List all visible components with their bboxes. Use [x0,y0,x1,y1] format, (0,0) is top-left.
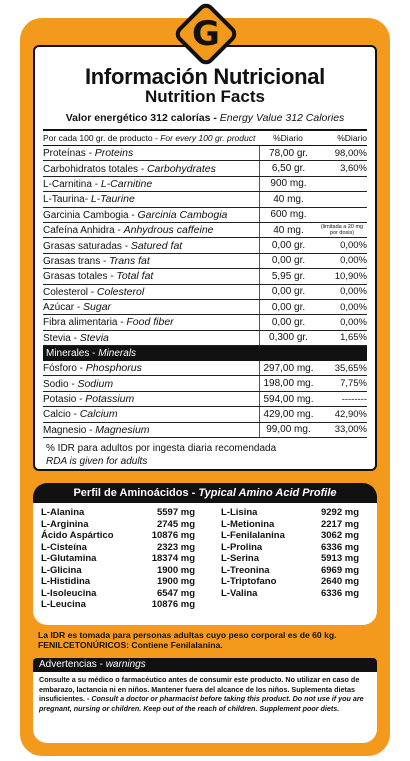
amino-name: L-Glicina [41,564,82,576]
list-item [221,565,369,577]
nutrient-name-es: Fósforo - [43,363,84,375]
idr-line1: La IDR es tomada para personas adultas cuyo peso corporal es de 60 kg. [38,630,337,640]
list-item [41,553,205,565]
nutrient-name [43,270,259,282]
nutrient-name-en: Phosphorus [85,362,142,375]
amino-value: 6336 mg [320,541,359,553]
amino-value: 5597 mg [156,507,195,518]
header-col2: %Diario [273,133,303,143]
nutrient-daily: 33,00% [334,424,367,436]
nutrient-name-en: Stevia [79,331,109,344]
table-row [43,300,367,315]
warnings-body [33,672,377,713]
nutrient-name-en: Total fat [116,270,154,283]
nutrient-daily: 35,65% [334,362,367,374]
nutrient-name-es: Carbohidratos totales - [43,163,145,175]
amino-name: L-Histidina [41,576,91,587]
amino-name: L-Alanina [41,507,85,518]
nutrient-amount: 594,00 mg. [259,392,317,406]
nutrient-name [43,224,259,236]
amino-value: 2217 mg [320,518,359,530]
amino-name: L-Metionina [221,518,275,530]
list-item [221,588,369,600]
nutrient-name-en: Proteins [94,147,134,160]
list-item [41,588,205,600]
nutrient-name-es: Sodio - [43,378,75,390]
nutrient-daily: 98,00% [334,147,367,159]
nutrient-name-en: Colesterol [96,285,145,298]
nutrient-daily: 0,00% [340,286,367,298]
nutrient-amount: 78,00 gr. [259,146,317,160]
nutrient-amount: 600 mg. [259,208,317,222]
nutrition-table [43,129,367,468]
amino-name: L-Glutamina [41,553,97,564]
nutrient-name-es: Magnesio - [43,424,93,436]
amino-left-column [41,507,205,611]
nutrient-name-en: Garcinia Cambogia [137,208,228,221]
warnings-en: Consult a doctor or pharmacist before taking this product. Do not use if you are pregnant, nursing or children. Keep out of the reach of children. Supplement poor diets. [39,694,364,713]
amino-value: 1900 mg [156,576,195,587]
nutrient-name-en: Anhydrous caffeine [123,224,214,237]
nutrient-name [43,393,259,405]
nutrient-name-es: Grasas trans - [43,255,107,267]
energy-value [35,112,375,124]
amino-columns [33,503,377,611]
nutrient-amount: 297,00 mg. [259,361,317,375]
nutrient-name-es: Proteínas - [43,148,92,160]
nutrient-name [43,301,259,313]
table-row [43,361,367,376]
list-item [41,519,205,531]
amino-name: L-Treonina [221,564,270,576]
idr-note [38,630,378,650]
amino-value: 6547 mg [156,587,195,599]
nutrient-name [43,408,259,420]
table-row [43,423,367,438]
nutrient-name [43,209,259,221]
amino-value: 1900 mg [156,564,195,576]
nutrient-amount: 40 mg. [259,223,317,237]
table-row [43,376,367,391]
amino-name: L-Cisteína [41,541,87,553]
nutrient-daily [317,177,367,191]
nutrient-daily: 42,90% [334,408,367,420]
nutrient-daily: -------- [341,393,367,405]
table-row [43,208,367,223]
amino-value: 10876 mg [151,599,195,610]
amino-value: 2745 mg [156,518,195,530]
amino-name: L-Lisina [221,507,258,518]
amino-value: 5913 mg [320,553,359,564]
list-item [221,519,369,531]
table-row [43,238,367,253]
energy-en: Energy Value 312 Calories [219,112,345,124]
page-subtitle: Nutrition Facts [145,87,265,106]
nutrient-name [43,163,259,175]
nutrient-daily: (limitada a 20 mg por dosis) [320,224,364,237]
idr-line2: FENILCETONÚRICOS: Contiene Fenilalanina. [38,640,223,650]
nutrient-name-es: Grasas totales - [43,271,114,283]
nutrient-amount: 0,300 gr. [259,331,317,345]
nutrient-daily: 0,00% [340,240,367,252]
nutrient-amount: 0,00 gr. [259,315,317,329]
nutrient-name-en: Sodium [77,377,114,390]
amino-value: 3062 mg [320,530,359,541]
nutrient-daily [317,208,367,222]
nutrient-amount: 198,00 mg. [259,376,317,390]
list-item [41,565,205,577]
nutrition-panel [33,45,377,471]
nutrient-amount: 0,00 gr. [259,300,317,314]
amino-name: Ácido Aspártico [41,530,114,541]
nutrient-daily: 0,00% [340,316,367,328]
list-item [41,530,205,542]
brand-logo-letter: G [192,14,220,54]
nutrient-name [43,255,259,267]
nutrient-name-en: Sugar [83,301,112,314]
nutrient-name-es: Potasio - [43,394,83,406]
nutrient-daily: 0,00% [340,255,367,267]
warnings-header-es: Advertencias - [39,659,103,670]
amino-name: L-Prolina [221,541,263,553]
table-row [43,254,367,269]
table-row [43,146,367,161]
warnings-panel [33,658,377,743]
amino-value: 18374 mg [151,553,195,564]
nutrient-name [43,424,259,436]
nutrient-name-en: L-Taurine [90,193,135,206]
header-per-en: For every 100 gr. product [160,133,256,143]
nutrient-daily: 10,90% [334,270,367,282]
list-item [221,507,369,519]
list-item [221,553,369,565]
nutrient-name-en: L-Carnitine [100,177,153,190]
header-per-es: Por cada 100 gr. de producto - [43,133,158,143]
rda-note-es: % IDR para adultos por ingesta diaria recomendada [46,443,277,455]
table-row [43,192,367,207]
list-item [41,542,205,554]
table-header [43,129,367,146]
amino-name: L-Fenilalanina [221,530,285,541]
amino-name: L-Arginina [41,518,89,530]
table-row [43,161,367,176]
table-row [43,285,367,300]
nutrient-name [43,332,259,344]
nutrient-rows [43,146,367,346]
mineral-rows [43,361,367,438]
page-title: Información Nutricional [84,64,325,89]
amino-name: L-Valina [221,587,258,599]
nutrient-name-es: Azúcar - [43,302,81,314]
nutrient-amount: 900 mg. [259,177,317,191]
nutrient-name-es: Colesterol - [43,286,95,298]
nutrient-amount: 5,95 gr. [259,269,317,283]
amino-header-es: Perfil de Aminoácidos - [73,487,196,499]
nutrient-name [43,378,259,390]
table-row [43,177,367,192]
warnings-es: Consulte a su médico o farmacéutico antes de consumir este producto. No utilizar en caso de embarazo, lactancia ni en niños. Mantener fuera del alcance de los niños. Suplementa dietas insuficientes. - [39,675,360,704]
amino-panel [33,483,377,625]
nutrient-name-es: Garcinia Cambogia - [43,209,135,221]
list-item [41,576,205,588]
nutrient-amount: 40 mg. [259,192,317,206]
minerals-header-en: Minerals [98,348,137,360]
nutrient-amount: 429,00 mg. [259,407,317,421]
table-row [43,392,367,407]
amino-header-en: Typical Amino Acid Profile [198,487,337,499]
nutrient-name [43,240,259,252]
nutrient-name-en: Magnesium [95,423,150,436]
nutrient-name [43,362,259,374]
minerals-header [43,346,367,361]
nutrient-amount: 6,50 gr. [259,161,317,175]
nutrient-name-en: Food fiber [126,316,174,329]
table-row [43,223,367,238]
list-item [221,530,369,542]
amino-value: 6969 mg [320,564,359,576]
nutrient-name-en: Potassium [85,393,135,406]
nutrient-name [43,147,259,159]
nutrient-name-es: Stevia - [43,332,77,344]
nutrient-daily: 3,60% [340,163,367,175]
nutrient-amount: 0,00 gr. [259,238,317,252]
nutrient-name-es: Grasas saturadas - [43,240,129,252]
nutrient-name-es: L-Carnitina - [43,178,99,190]
rda-note-en: RDA is given for adults [46,456,148,468]
table-row [43,315,367,330]
amino-value: 2640 mg [320,576,359,587]
nutrient-name [43,316,259,328]
minerals-header-es: Minerales - [46,348,96,360]
nutrient-daily: 1,65% [340,332,367,344]
nutrient-daily [317,192,367,206]
warnings-header [33,658,377,672]
nutrient-name [43,286,259,298]
nutrient-name-en: Calcium [79,408,118,421]
nutrient-amount: 0,00 gr. [259,285,317,299]
header-per [43,133,259,143]
table-row [43,269,367,284]
nutrient-amount: 99,00 mg. [259,423,317,437]
amino-value: 10876 mg [151,530,195,541]
nutrient-name-es: Calcio - [43,409,77,421]
amino-header [33,483,377,503]
header-col3: %Diario [337,133,367,143]
amino-value: 2323 mg [156,541,195,553]
rda-note [43,442,367,468]
list-item [41,599,205,611]
table-row [43,407,367,422]
list-item [221,576,369,588]
nutrient-name-en: Satured fat [130,239,183,252]
nutrient-daily: 7,75% [340,378,367,390]
nutrient-name-es: Fibra alimentaria - [43,317,124,329]
nutrient-name-en: Carbohydrates [146,162,216,175]
amino-right-column [205,507,369,611]
amino-value: 6336 mg [320,587,359,599]
nutrient-name-es: L-Taurina- [43,194,89,206]
table-row [43,331,367,346]
nutrient-amount: 0,00 gr. [259,254,317,268]
amino-name: L-Leucina [41,599,86,610]
amino-name: L-Isoleucina [41,587,97,599]
nutrient-name-es: Cafeína Anhidra - [43,225,121,237]
energy-es: Valor energético 312 calorías - [65,112,217,124]
list-item [221,542,369,554]
warnings-header-en: warnings [105,659,146,670]
list-item [41,507,205,519]
nutrient-name [43,193,259,205]
nutrient-daily: 0,00% [340,301,367,313]
nutrient-name-en: Trans fat [109,254,150,267]
amino-name: L-Serina [221,553,260,564]
amino-value: 9292 mg [320,507,359,518]
amino-name: L-Triptofano [221,576,277,587]
nutrient-name [43,178,259,190]
